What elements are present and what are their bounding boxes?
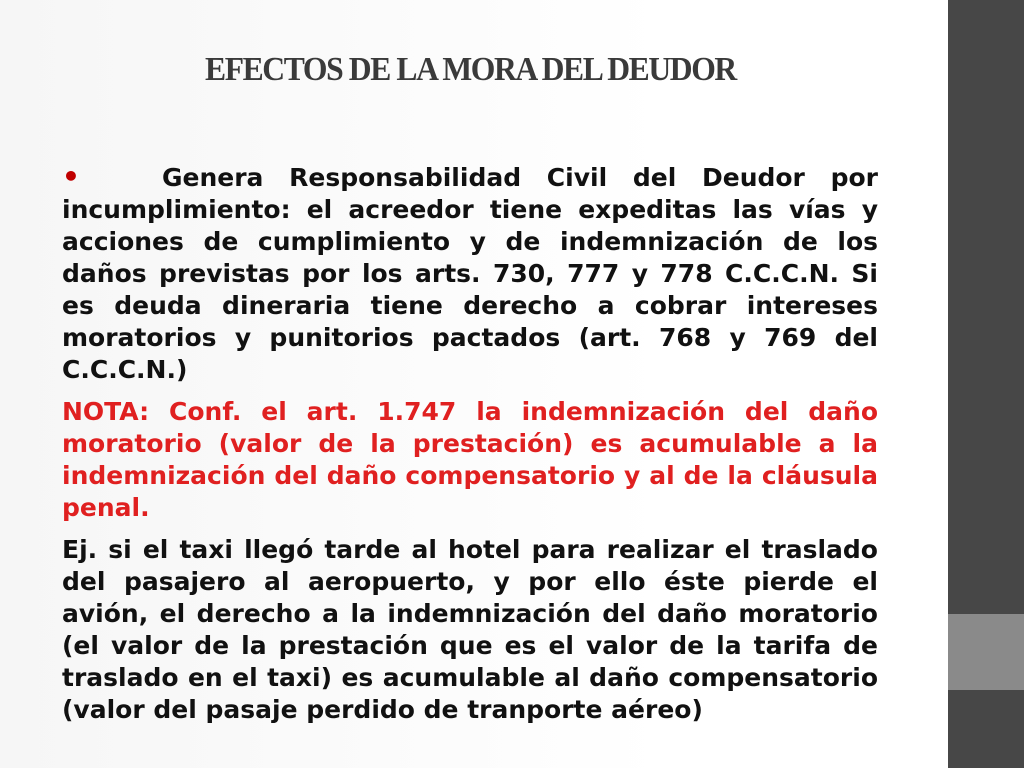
bullet-icon: •	[62, 160, 80, 193]
paragraph-text: Genera Responsabilidad Civil del Deudor por incumplimiento: el acreedor tiene expeditas las vías y acciones de cumplimiento y de indemnización de los daños previstas por los arts. 730, 777 y 778 C.C.C.N. Si es deuda dineraria tiene derecho a cobrar intereses moratorios y punitorios pactados (art. 768 y 769 del C.C.C.N.)	[62, 163, 878, 384]
note-paragraph: NOTA: Conf. el art. 1.747 la indemnización del daño moratorio (valor de la prestación) es acumulable a la indemnización del daño compensatorio y al de la cláusula penal.	[62, 397, 878, 522]
sidebar-decoration-top	[948, 0, 1024, 614]
example-paragraph: Ej. si el taxi llegó tarde al hotel para realizar el traslado del pasajero al aeropuerto, y por ello éste pierde el avión, el derecho a la indemnización del daño moratorio (el valor de la prestación que es el valor de la tarifa de traslado en el taxi) es acumulable al daño compensatorio (valor del pasaje perdido de tranporte aéreo)	[62, 535, 878, 724]
sidebar-decoration-accent	[948, 614, 1024, 690]
sidebar-decoration-bottom	[948, 690, 1024, 768]
slide-title: EFECTOS DE LA MORA DEL DEUDOR	[205, 51, 736, 88]
slide-body	[62, 161, 878, 736]
bullet-paragraph	[62, 161, 878, 386]
